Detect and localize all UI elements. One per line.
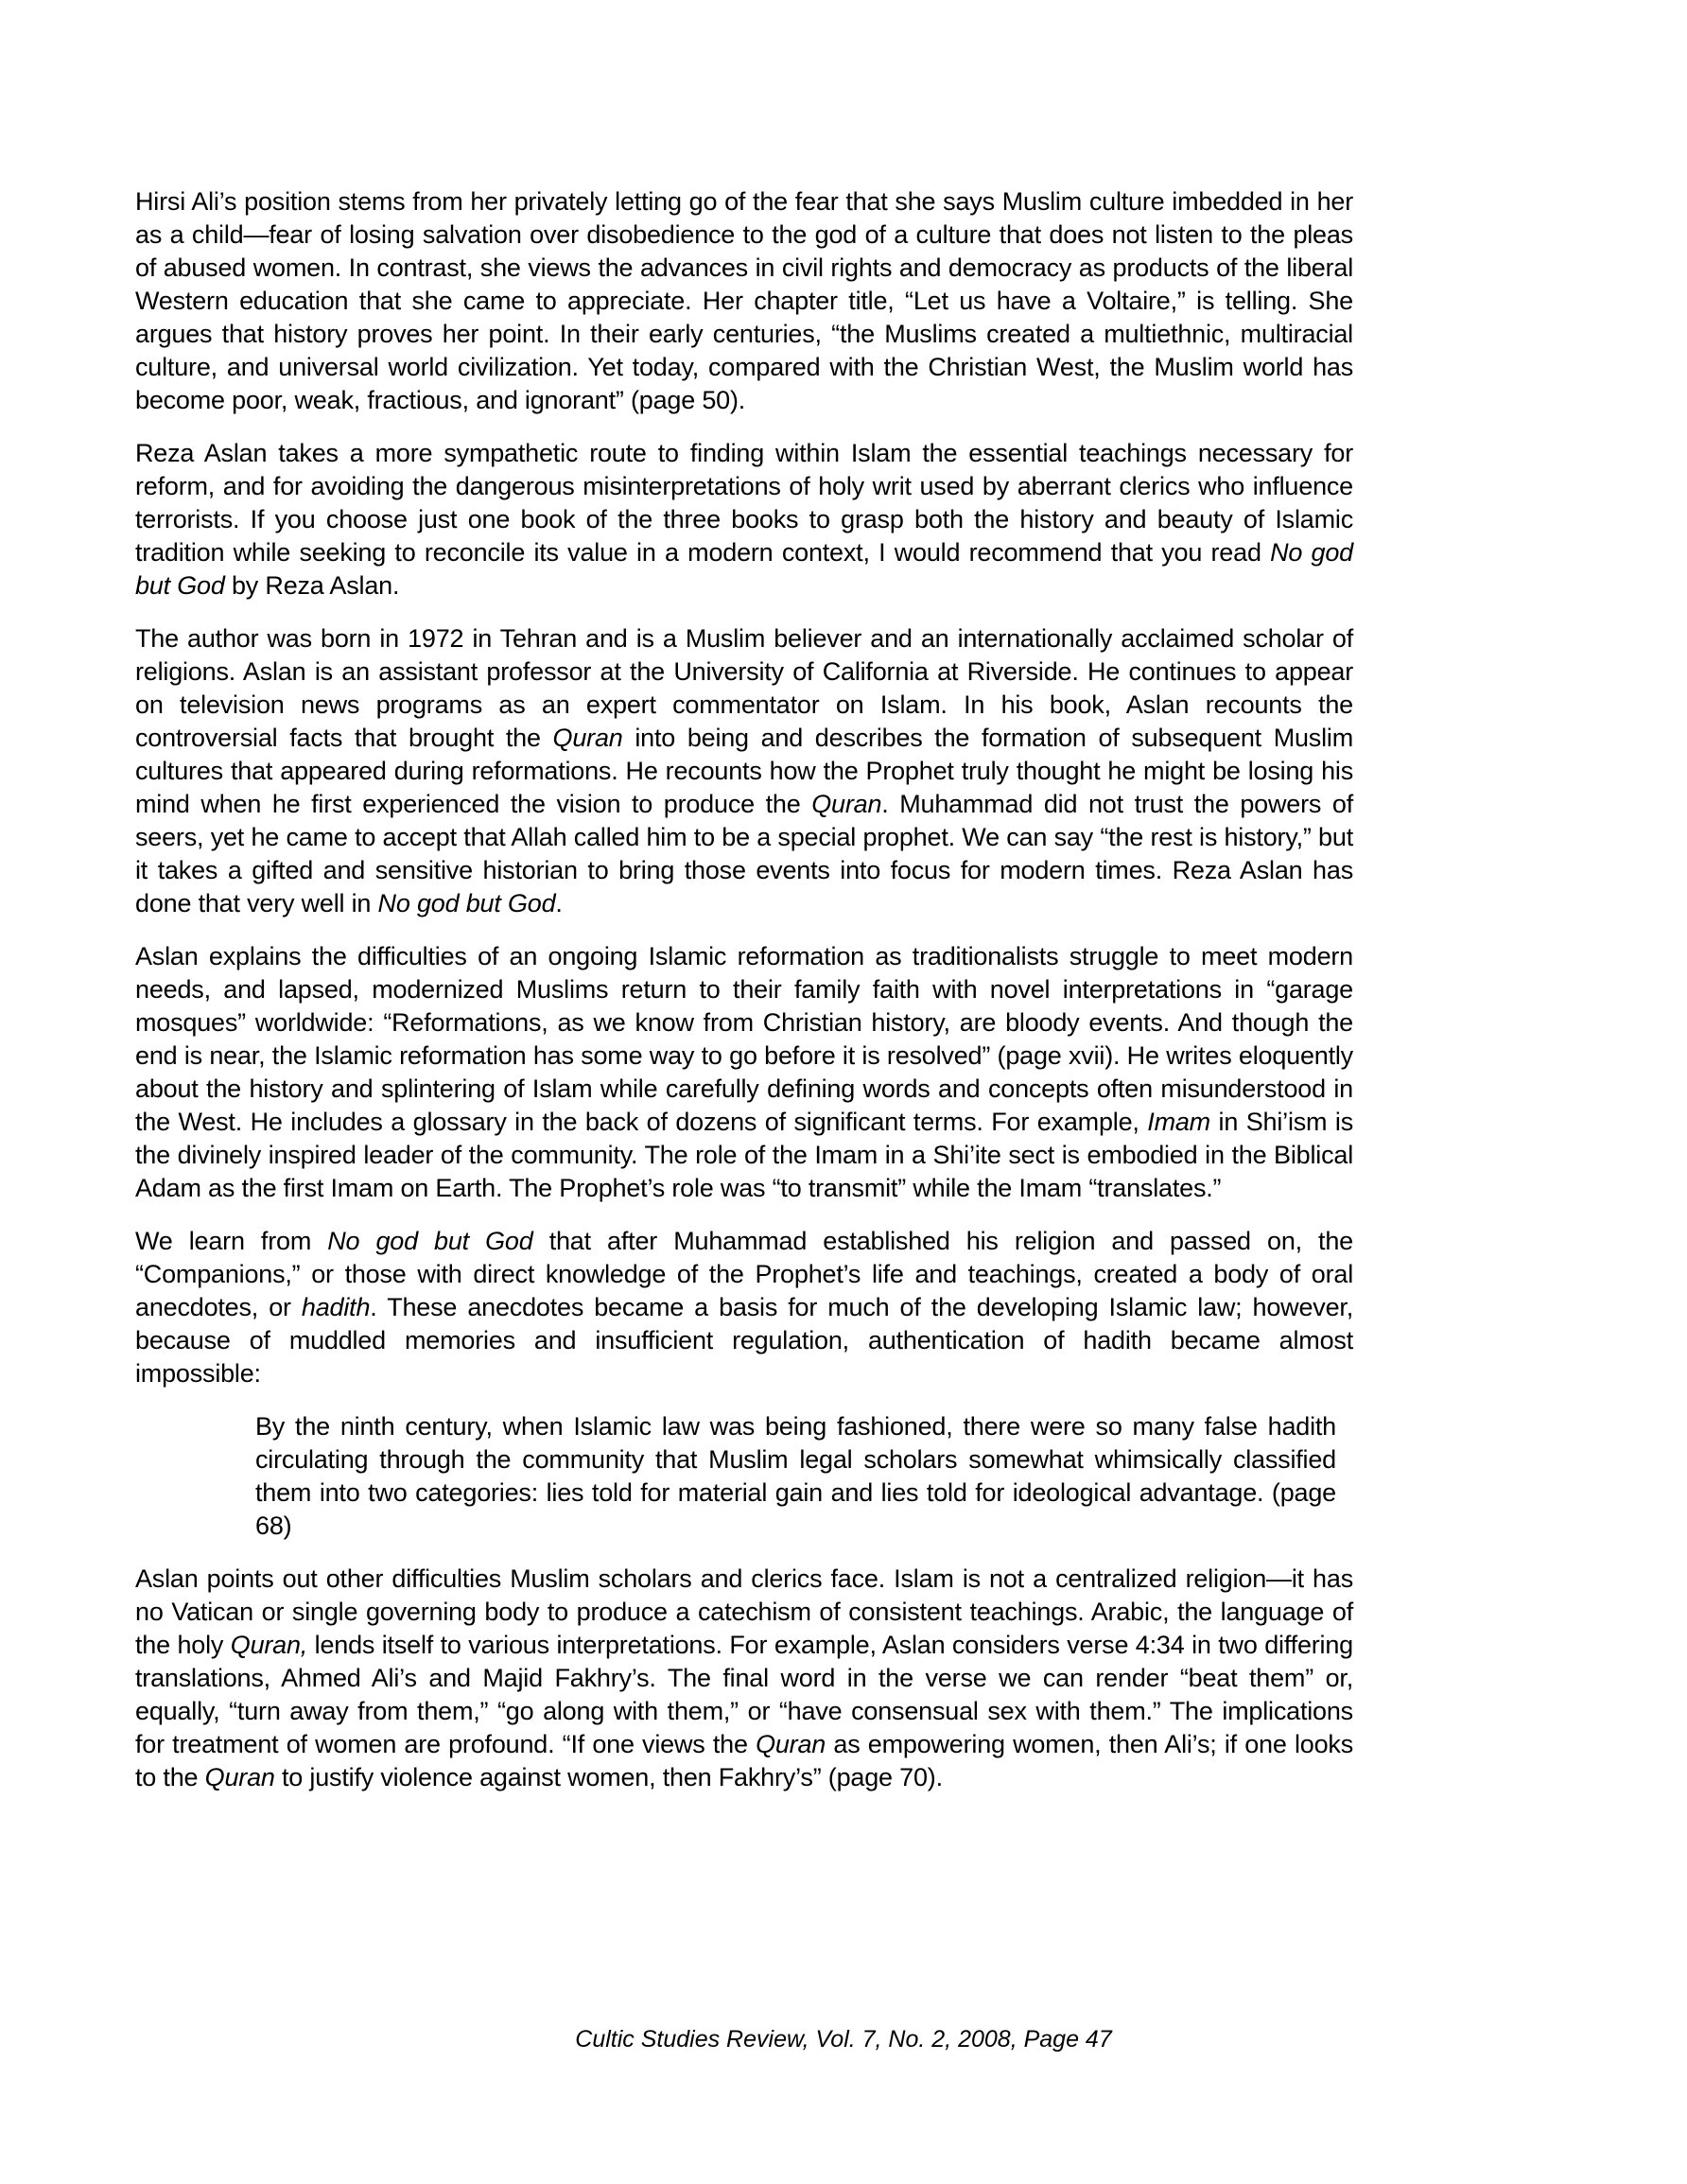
page-footer: Cultic Studies Review, Vol. 7, No. 2, 2008, Page 47 [575, 2026, 1112, 2053]
paragraph [135, 1563, 1353, 1794]
text-run: . [555, 889, 563, 917]
paragraph [135, 185, 1353, 417]
text-run: that after Muhammad established his religion and passed on, the “Companions,” or those with direct knowledge of the Prophet’s life and teachings, created a body of oral anecdotes, or [135, 1227, 1353, 1321]
text-run: Aslan explains the difficulties of an ongoing Islamic reformation as traditionalists struggle to meet modern needs, and lapsed, modernized Muslims return to their family faith with novel interpretations in “garage mosques” worldwide: “Reformations, as we know from Christian history, are bloody events. And though the end is near, the Islamic reformation has some way to go before it is resolved” (page xvii). He writes eloquently about the history and splintering of Islam while carefully defining words and concepts often misunderstood in the West. He includes a glossary in the back of dozens of significant terms. For example, [135, 942, 1353, 1136]
italic-text-run: Quran [552, 724, 623, 752]
text-run: Aslan points out other difficulties Muslim scholars and clerics face. Islam is not a centralized religion—it has no Vatican or single governing body to produce a catechism of consistent teachings. Arabic, the language of the holy [135, 1564, 1353, 1659]
text-run: By the ninth century, when Islamic law was being fashioned, there were so many false hadith circulating through the community that Muslim legal scholars somewhat whimsically classified them into two categories: lies told for material gain and lies told for ideological advantage. (page 68) [255, 1412, 1336, 1540]
italic-text-run: Quran [811, 790, 882, 818]
paragraph [135, 1225, 1353, 1390]
text-run: lends itself to various interpretations. For example, Aslan considers verse 4:34 in two differing translations, Ahmed Ali’s and Majid Fakhry’s. The final word in the verse we can render “beat them” or, equally, “turn away from them,” “go along with them,” or “have consensual sex with them.” The implications for treatment of women are profound. “If one views the [135, 1631, 1353, 1758]
paragraph [135, 622, 1353, 920]
text-run: in Shi’ism is the divinely inspired leader of the community. The role of the Imam in a Shi’ite sect is embodied in the Biblical Adam as the first Imam on Earth. The Prophet’s role was “to transmit” while the Imam “translates.” [135, 1108, 1353, 1202]
italic-text-run: Quran, [230, 1631, 308, 1659]
paragraph [135, 437, 1353, 603]
text-run: The author was born in 1972 in Tehran and is a Muslim believer and an internationally acclaimed scholar of religions. Aslan is an assistant professor at the University of California at Riverside. He continues to appear on television news programs as an expert commentator on Islam. In his book, Aslan recounts the controversial facts that brought the [135, 624, 1353, 752]
italic-text-run: No god but God [135, 538, 1353, 600]
text-run: . Muhammad did not trust the powers of seers, yet he came to accept that Allah called him to be a special prophet. We can say “the rest is history,” but it takes a gifted and sensitive historian to bring those events into focus for modern times. Reza Aslan has done that very well in [135, 790, 1353, 917]
text-run: into being and describes the formation of subsequent Muslim cultures that appeared during reformations. He recounts how the Prophet truly thought he might be losing his mind when he first experienced the vision to produce the [135, 724, 1353, 818]
italic-text-run: Imam [1147, 1108, 1210, 1136]
text-run: to justify violence against women, then Fakhry’s” (page 70). [274, 1763, 943, 1791]
italic-text-run: Quran [756, 1730, 826, 1758]
italic-text-run: hadith [301, 1293, 371, 1321]
text-run: . These anecdotes became a basis for much of the developing Islamic law; however, because of muddled memories and insufficient regulation, authentication of hadith became almost impossible: [135, 1293, 1353, 1388]
text-run: We learn from [135, 1227, 328, 1255]
italic-text-run: No god but God [377, 889, 556, 917]
text-run: by Reza Aslan. [224, 571, 400, 600]
block-quote [255, 1410, 1336, 1543]
paragraph [135, 940, 1353, 1205]
text-run: as empowering women, then Ali’s; if one looks to the [135, 1730, 1353, 1791]
text-run: Hirsi Ali’s position stems from her privately letting go of the fear that she says Muslim culture imbedded in her as a child—fear of losing salvation over disobedience to the god of a culture that does not listen to the pleas of abused women. In contrast, she views the advances in civil rights and democracy as products of the liberal Western education that she came to appreciate. Her chapter title, “Let us have a Voltaire,” is telling. She argues that history proves her point. In their early centuries, “the Muslims created a multiethnic, multiracial culture, and universal world civilization. Yet today, compared with the Christian West, the Muslim world has become poor, weak, fractious, and ignorant” (page 50). [135, 187, 1353, 414]
italic-text-run: No god but God [327, 1227, 533, 1255]
document-body [135, 185, 1353, 1814]
text-run: Reza Aslan takes a more sympathetic route to finding within Islam the essential teachings necessary for reform, and for avoiding the dangerous misinterpretations of holy writ used by aberrant clerics who influence terrorists. If you choose just one book of the three books to grasp both the history and beauty of Islamic tradition while seeking to reconcile its value in a modern context, I would recommend that you read [135, 439, 1353, 567]
italic-text-run: Quran [204, 1763, 275, 1791]
